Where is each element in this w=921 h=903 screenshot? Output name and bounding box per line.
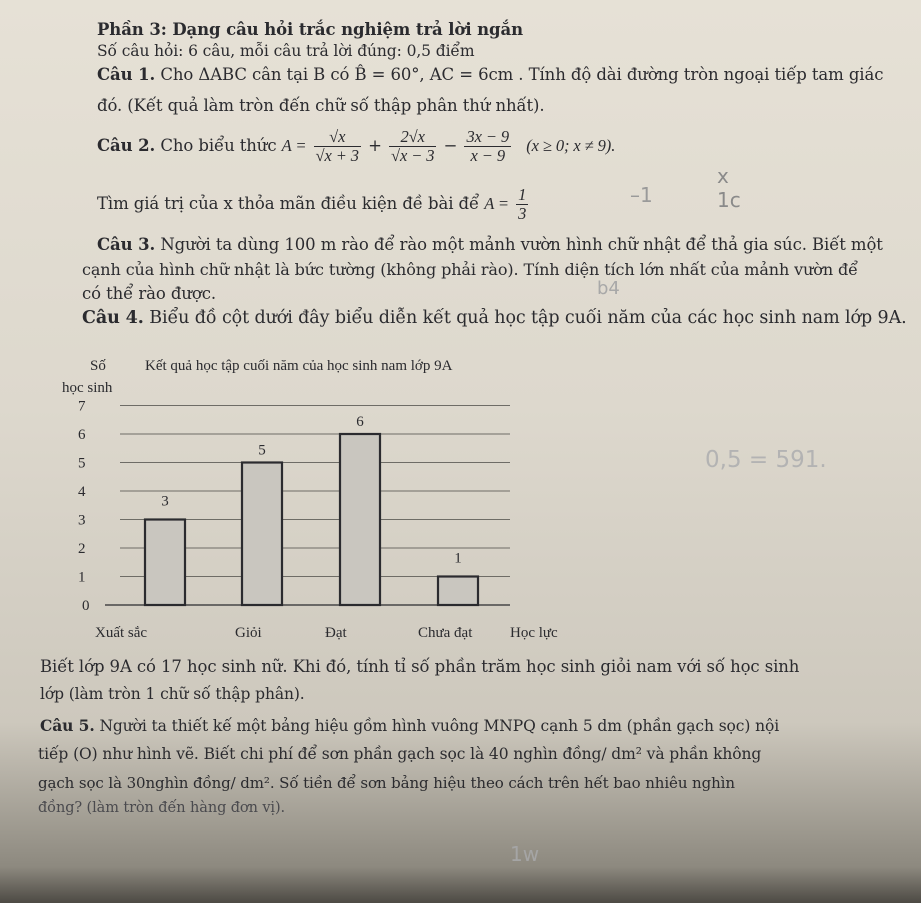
minus-sign: − xyxy=(443,136,458,155)
handwritten-note-5: 0,5 = 591. xyxy=(705,447,827,473)
question-3-label: Câu 3. xyxy=(97,235,156,254)
handwritten-note-3: 1c xyxy=(717,188,741,212)
bar-3 xyxy=(340,434,380,605)
question-5-line-2: tiếp (O) như hình vẽ. Biết chi phí để sơn phần gạch sọc là 40 nghìn đồng/ dm² và phần không xyxy=(38,745,762,763)
fraction-1-numerator: √x xyxy=(314,128,361,147)
bar-value-label: 5 xyxy=(258,442,266,459)
y-tick-label: 3 xyxy=(78,512,86,529)
question-2-label: Câu 2. xyxy=(97,136,156,155)
category-label: Chưa đạt xyxy=(418,625,473,641)
question-4-after-2: lớp (làm tròn 1 chữ số thập phân). xyxy=(40,685,305,703)
y-tick-label: 5 xyxy=(78,455,86,472)
question-3-text: Người ta dùng 100 m rào để rào một mảnh vườn hình chữ nhật để thả gia súc. Biết một xyxy=(155,235,883,254)
question-5-line-4: đồng? (làm tròn đến hàng đơn vị). xyxy=(38,800,286,816)
bar-chart xyxy=(40,345,640,645)
fraction-2-denominator: √x − 3 xyxy=(391,146,435,165)
question-3-line-2: cạnh của hình chữ nhật là bức tường (không phải rào). Tính diện tích lớn nhất của mảnh vườn để xyxy=(82,260,858,279)
question-5-text: Người ta thiết kế một bảng hiệu gồm hình vuông MNPQ cạnh 5 dm (phần gạch sọc) nội xyxy=(94,717,780,735)
y-tick-label: 6 xyxy=(78,427,86,443)
fraction-3-denominator: x − 9 xyxy=(470,146,505,165)
question-5-line-1 xyxy=(40,716,779,735)
question-4-label: Câu 4. xyxy=(82,308,144,328)
question-2-intro: Cho biểu thức xyxy=(155,136,282,155)
y-tick-label: 1 xyxy=(78,569,86,586)
category-label: Đạt xyxy=(325,625,347,641)
category-label: Giỏi xyxy=(235,625,262,641)
condition: (x ≥ 0; x ≠ 9). xyxy=(526,136,616,155)
fraction-4-denominator: 3 xyxy=(518,204,527,223)
category-label: Xuất sắc xyxy=(95,625,148,641)
question-2-line-1 xyxy=(97,128,615,165)
y-tick-label: 2 xyxy=(78,541,86,557)
question-3-line-3: có thể rào được. xyxy=(82,284,216,303)
chart-title: Kết quả học tập cuối năm của học sinh nam lớp 9A xyxy=(145,358,453,374)
question-5-label: Câu 5. xyxy=(40,716,95,735)
bar-2 xyxy=(242,463,282,606)
question-3-line-1 xyxy=(97,235,883,254)
bar-4 xyxy=(438,577,478,606)
section-info: Số câu hỏi: 6 câu, mỗi câu trả lời đúng: 0,5 điểm xyxy=(97,42,475,60)
fraction-3 xyxy=(464,128,511,165)
question-2-line-2 xyxy=(97,186,530,223)
y-tick-label: 4 xyxy=(78,484,86,500)
chart-xlabel: Học lực xyxy=(510,625,558,641)
handwritten-note-4: b4 xyxy=(597,278,620,299)
handwritten-note-2: x xyxy=(717,164,729,188)
y-tick-label: 7 xyxy=(78,398,86,415)
handwritten-note-1: –1 xyxy=(630,183,653,207)
question-4-line-1 xyxy=(82,308,907,328)
bar-value-label: 3 xyxy=(161,493,169,510)
fraction-3-numerator: 3x − 9 xyxy=(466,127,510,146)
fraction-1 xyxy=(314,128,361,165)
question-5-line-3: gạch sọc là 30nghìn đồng/ dm². Số tiền để sơn bảng hiệu theo cách trên hết bao nhiêu nghìn xyxy=(38,774,735,792)
handwritten-note-6: 1w xyxy=(510,842,540,866)
fraction-one-third xyxy=(516,186,528,223)
bar-1 xyxy=(145,520,185,606)
question-1-text: Cho ΔABC cân tại B có B̂ = 60°, AC = 6cm . Tính độ dài đường tròn ngoại tiếp tam giác xyxy=(155,65,884,84)
bar-value-label: 6 xyxy=(356,414,364,430)
fraction-2-numerator: 2√x xyxy=(389,128,436,147)
question-1-line-2: đó. (Kết quả làm tròn đến chữ số thập phân thứ nhất). xyxy=(97,96,545,115)
expression-A-label: A = xyxy=(281,136,307,155)
question-1-line-1 xyxy=(97,65,883,84)
chart-ylabel-top: Số xyxy=(90,358,106,374)
question-4-text: Biểu đồ cột dưới đây biểu diễn kết quả học tập cuối năm của các học sinh nam lớp 9A. xyxy=(143,308,907,328)
fraction-2 xyxy=(389,128,436,165)
question-2-find-text: Tìm giá trị của x thỏa mãn điều kiện đề bài để xyxy=(97,194,485,213)
chart-ylabel-bottom: học sinh xyxy=(62,380,113,396)
expression-A-label-2: A = xyxy=(484,194,509,213)
y-tick-label: 0 xyxy=(82,598,90,614)
question-1-label: Câu 1. xyxy=(97,65,156,84)
fraction-4-numerator: 1 xyxy=(518,185,527,204)
fraction-1-denominator: √x + 3 xyxy=(315,146,359,165)
question-4-after-1: Biết lớp 9A có 17 học sinh nữ. Khi đó, tính tỉ số phần trăm học sinh giỏi nam với số học sinh xyxy=(40,657,800,676)
bar-value-label: 1 xyxy=(454,550,462,567)
plus-sign: + xyxy=(368,136,382,155)
section-title: Phần 3: Dạng câu hỏi trắc nghiệm trả lời ngắn xyxy=(97,20,523,39)
